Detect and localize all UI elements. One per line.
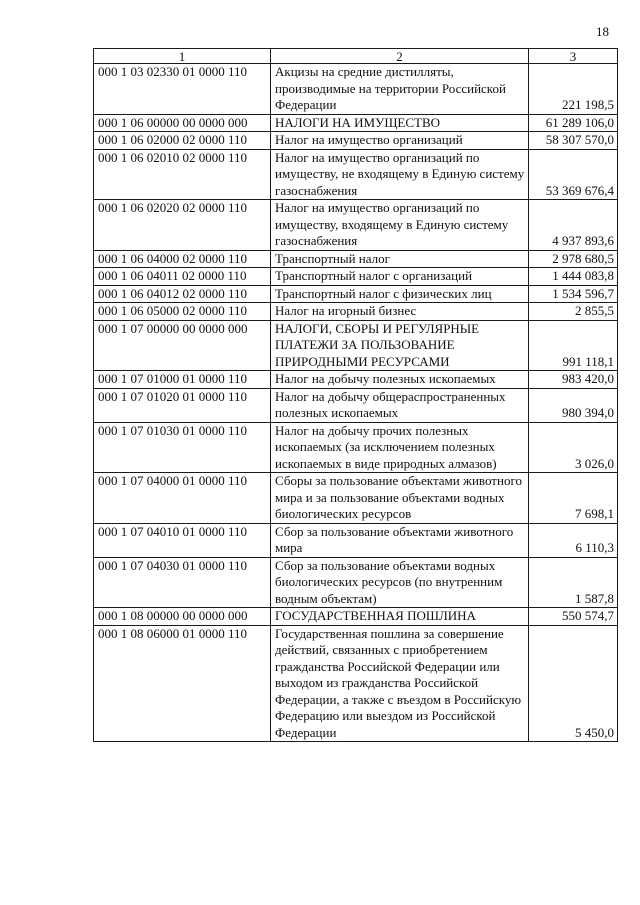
amount-cell: 2 978 680,5 [529, 250, 618, 268]
table-row [94, 523, 618, 557]
revenue-name-cell: ГОСУДАРСТВЕННАЯ ПОШЛИНА [271, 608, 529, 626]
amount-cell: 3 026,0 [529, 422, 618, 473]
table-row [94, 200, 618, 251]
revenue-name-cell: Сбор за пользование объектами животного мира [271, 523, 529, 557]
revenue-name-cell: Акцизы на средние дистилляты, производимые на территории Российской Федерации [271, 64, 529, 115]
budget-code-cell: 000 1 07 01000 01 0000 110 [94, 371, 271, 389]
amount-cell: 1 444 083,8 [529, 268, 618, 286]
amount-cell: 7 698,1 [529, 473, 618, 524]
revenue-name-cell: Сбор за пользование объектами водных биологических ресурсов (по внутренним водным объектам) [271, 557, 529, 608]
table-row [94, 149, 618, 200]
amount-cell: 61 289 106,0 [529, 114, 618, 132]
amount-cell: 980 394,0 [529, 388, 618, 422]
revenue-name-cell: Налог на имущество организаций [271, 132, 529, 150]
budget-code-cell: 000 1 08 06000 01 0000 110 [94, 625, 271, 742]
amount-cell: 4 937 893,6 [529, 200, 618, 251]
budget-code-cell: 000 1 06 00000 00 0000 000 [94, 114, 271, 132]
amount-cell: 53 369 676,4 [529, 149, 618, 200]
amount-cell: 2 855,5 [529, 303, 618, 321]
budget-code-cell: 000 1 07 04010 01 0000 110 [94, 523, 271, 557]
revenue-name-cell: Налог на добычу прочих полезных ископаемых (за исключением полезных ископаемых в виде природных алмазов) [271, 422, 529, 473]
table-row [94, 388, 618, 422]
table-row [94, 64, 618, 115]
table-row [94, 320, 618, 371]
table-row [94, 114, 618, 132]
amount-cell: 991 118,1 [529, 320, 618, 371]
revenue-name-cell: Налог на имущество организаций по имуществу, не входящему в Единую систему газоснабжения [271, 149, 529, 200]
revenue-name-cell: Транспортный налог [271, 250, 529, 268]
amount-cell: 1 534 596,7 [529, 285, 618, 303]
amount-cell: 6 110,3 [529, 523, 618, 557]
table-row [94, 285, 618, 303]
amount-cell: 221 198,5 [529, 64, 618, 115]
budget-code-cell: 000 1 07 04030 01 0000 110 [94, 557, 271, 608]
budget-code-cell: 000 1 06 02010 02 0000 110 [94, 149, 271, 200]
revenue-name-cell: Налог на добычу полезных ископаемых [271, 371, 529, 389]
amount-cell: 5 450,0 [529, 625, 618, 742]
budget-code-cell: 000 1 06 02000 02 0000 110 [94, 132, 271, 150]
budget-code-cell: 000 1 08 00000 00 0000 000 [94, 608, 271, 626]
column-header-code: 1 [94, 49, 271, 64]
revenue-name-cell: НАЛОГИ НА ИМУЩЕСТВО [271, 114, 529, 132]
budget-code-cell: 000 1 07 04000 01 0000 110 [94, 473, 271, 524]
column-header-name: 2 [271, 49, 529, 64]
revenue-name-cell: Транспортный налог с физических лиц [271, 285, 529, 303]
table-row [94, 473, 618, 524]
table-row [94, 250, 618, 268]
budget-code-cell: 000 1 06 05000 02 0000 110 [94, 303, 271, 321]
table-row [94, 268, 618, 286]
table-row [94, 422, 618, 473]
budget-code-cell: 000 1 03 02330 01 0000 110 [94, 64, 271, 115]
amount-cell: 1 587,8 [529, 557, 618, 608]
header-row [94, 49, 618, 64]
amount-cell: 983 420,0 [529, 371, 618, 389]
budget-code-cell: 000 1 06 04000 02 0000 110 [94, 250, 271, 268]
column-header-sum: 3 [529, 49, 618, 64]
page-number: 18 [596, 24, 609, 39]
table-row [94, 608, 618, 626]
revenue-name-cell: Транспортный налог с организаций [271, 268, 529, 286]
budget-code-cell: 000 1 06 04011 02 0000 110 [94, 268, 271, 286]
revenue-name-cell: Налог на добычу общераспространенных полезных ископаемых [271, 388, 529, 422]
budget-code-cell: 000 1 07 01020 01 0000 110 [94, 388, 271, 422]
revenue-name-cell: НАЛОГИ, СБОРЫ И РЕГУЛЯРНЫЕ ПЛАТЕЖИ ЗА ПОЛЬЗОВАНИЕ ПРИРОДНЫМИ РЕСУРСАМИ [271, 320, 529, 371]
revenue-name-cell: Сборы за пользование объектами животного мира и за пользование объектами водных биологических ресурсов [271, 473, 529, 524]
revenue-name-cell: Государственная пошлина за совершение действий, связанных с приобретением гражданства Российской Федерации или выходом из гражданства Российской Федерации, а также с въездом в Российскую Федерацию или выездом из Российской Федерации [271, 625, 529, 742]
table-row [94, 303, 618, 321]
budget-code-cell: 000 1 06 04012 02 0000 110 [94, 285, 271, 303]
table-body [94, 64, 618, 742]
amount-cell: 58 307 570,0 [529, 132, 618, 150]
table-row [94, 371, 618, 389]
revenue-table [93, 48, 618, 742]
table-row [94, 557, 618, 608]
table-row [94, 625, 618, 742]
table-row [94, 132, 618, 150]
revenue-name-cell: Налог на имущество организаций по имуществу, входящему в Единую систему газоснабжения [271, 200, 529, 251]
budget-code-cell: 000 1 06 02020 02 0000 110 [94, 200, 271, 251]
revenue-name-cell: Налог на игорный бизнес [271, 303, 529, 321]
amount-cell: 550 574,7 [529, 608, 618, 626]
budget-code-cell: 000 1 07 00000 00 0000 000 [94, 320, 271, 371]
budget-code-cell: 000 1 07 01030 01 0000 110 [94, 422, 271, 473]
